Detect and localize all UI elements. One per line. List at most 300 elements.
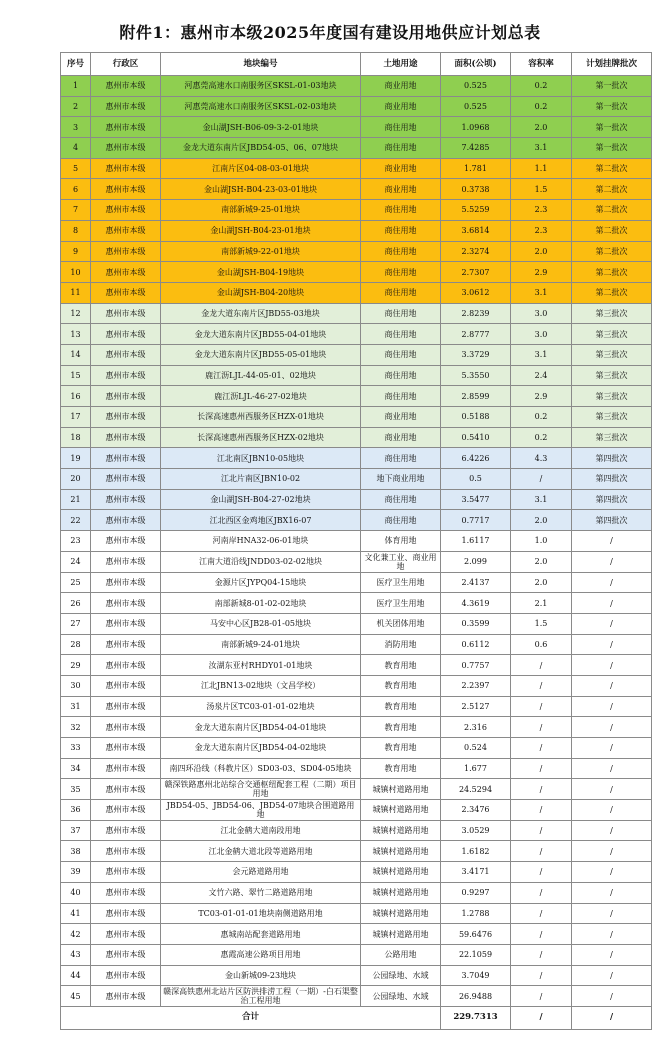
cell-district: 惠州市本级 [91,820,161,841]
cell-area: 22.1059 [441,944,511,965]
table-row [61,779,652,800]
cell-batch: 第二批次 [572,282,652,303]
cell-parcel: 赣深高铁惠州北站片区防洪排涝工程（一期）-白石渠整治工程用地 [161,986,361,1007]
cell-far: / [511,779,572,800]
cell-district: 惠州市本级 [91,220,161,241]
table-row [61,303,652,324]
cell-no: 28 [61,634,91,655]
table-row [61,427,652,448]
cell-district: 惠州市本级 [91,841,161,862]
cell-area: 0.3599 [441,613,511,634]
cell-no: 26 [61,593,91,614]
cell-district: 惠州市本级 [91,138,161,159]
table-row [61,986,652,1007]
cell-use: 商住用地 [361,220,441,241]
cell-no: 4 [61,138,91,159]
cell-batch: 第二批次 [572,220,652,241]
cell-parcel: 汤泉片区TC03-01-01-02地块 [161,696,361,717]
table-row [61,551,652,572]
cell-far: / [511,820,572,841]
cell-district: 惠州市本级 [91,800,161,821]
cell-far: 3.0 [511,303,572,324]
cell-district: 惠州市本级 [91,882,161,903]
cell-parcel: 金龙大道东南片区JBD54-04-01地块 [161,717,361,738]
cell-parcel: 金山湖JSH-B06-09-3-2-01地块 [161,117,361,138]
cell-no: 30 [61,675,91,696]
total-row [61,1006,652,1029]
table-row [61,531,652,552]
cell-area: 5.5259 [441,200,511,221]
cell-use: 商住用地 [361,200,441,221]
cell-district: 惠州市本级 [91,924,161,945]
cell-use: 文化兼工业、商业用地 [361,551,441,572]
cell-parcel: 江北南区JBN10-05地块 [161,448,361,469]
cell-use: 商住用地 [361,448,441,469]
cell-far: / [511,696,572,717]
cell-no: 22 [61,510,91,531]
table-row [61,158,652,179]
cell-no: 12 [61,303,91,324]
cell-parcel: 金龙大道东南片区JBD54-04-02地块 [161,738,361,759]
cell-no: 8 [61,220,91,241]
cell-far: / [511,862,572,883]
cell-use: 商住用地 [361,138,441,159]
table-row [61,117,652,138]
cell-area: 1.6117 [441,531,511,552]
cell-no: 1 [61,76,91,97]
table-row [61,613,652,634]
cell-far: / [511,800,572,821]
cell-far: 3.1 [511,489,572,510]
cell-far: 2.1 [511,593,572,614]
cell-batch: 第二批次 [572,241,652,262]
cell-parcel: 长深高速惠州西服务区HZX-01地块 [161,407,361,428]
header-use: 土地用途 [361,53,441,76]
cell-use: 地下商业用地 [361,469,441,490]
cell-district: 惠州市本级 [91,324,161,345]
cell-far: 2.3 [511,220,572,241]
cell-no: 17 [61,407,91,428]
cell-area: 0.5 [441,469,511,490]
cell-parcel: 会元路道路用地 [161,862,361,883]
cell-area: 0.9297 [441,882,511,903]
table-row [61,365,652,386]
cell-far: / [511,675,572,696]
cell-use: 商业用地 [361,76,441,97]
table-row [61,675,652,696]
cell-use: 商业用地 [361,96,441,117]
cell-no: 9 [61,241,91,262]
cell-area: 2.5127 [441,696,511,717]
cell-area: 4.3619 [441,593,511,614]
cell-area: 0.524 [441,738,511,759]
table-row [61,800,652,821]
cell-batch: / [572,738,652,759]
cell-batch: / [572,779,652,800]
cell-parcel: 河惠莞高速水口南服务区SKSL-01-03地块 [161,76,361,97]
cell-district: 惠州市本级 [91,303,161,324]
cell-district: 惠州市本级 [91,365,161,386]
cell-area: 1.0968 [441,117,511,138]
header-row [61,53,652,76]
cell-parcel: 南部新城9-24-01地块 [161,634,361,655]
cell-batch: 第四批次 [572,510,652,531]
cell-parcel: 河惠莞高速水口南服务区SKSL-02-03地块 [161,96,361,117]
cell-no: 32 [61,717,91,738]
cell-no: 3 [61,117,91,138]
cell-parcel: 金龙大道东南片区JBD55-04-01地块 [161,324,361,345]
cell-no: 36 [61,800,91,821]
cell-parcel: 马安中心区JB28-01-05地块 [161,613,361,634]
cell-district: 惠州市本级 [91,344,161,365]
cell-parcel: 金山湖JSH-B04-23-03-01地块 [161,179,361,200]
cell-area: 0.525 [441,76,511,97]
cell-batch: 第四批次 [572,448,652,469]
cell-use: 商业用地 [361,427,441,448]
cell-area: 2.3476 [441,800,511,821]
table-row [61,634,652,655]
cell-far: / [511,903,572,924]
cell-batch: / [572,572,652,593]
cell-far: / [511,758,572,779]
cell-batch: / [572,531,652,552]
table-row [61,696,652,717]
cell-use: 教育用地 [361,696,441,717]
cell-batch: / [572,841,652,862]
cell-use: 商住用地 [361,324,441,345]
cell-district: 惠州市本级 [91,779,161,800]
cell-district: 惠州市本级 [91,613,161,634]
cell-area: 2.099 [441,551,511,572]
cell-no: 41 [61,903,91,924]
cell-use: 公园绿地、水域 [361,965,441,986]
cell-district: 惠州市本级 [91,282,161,303]
cell-far: / [511,882,572,903]
cell-far: / [511,717,572,738]
cell-use: 教育用地 [361,675,441,696]
cell-far: 4.3 [511,448,572,469]
cell-batch: 第三批次 [572,386,652,407]
cell-parcel: 惠城南站配套道路用地 [161,924,361,945]
cell-district: 惠州市本级 [91,758,161,779]
cell-far: 3.1 [511,138,572,159]
total-batch: / [572,1006,652,1029]
cell-batch: / [572,675,652,696]
table-row [61,220,652,241]
cell-district: 惠州市本级 [91,117,161,138]
cell-far: / [511,965,572,986]
cell-parcel: 长深高速惠州西服务区HZX-02地块 [161,427,361,448]
cell-no: 11 [61,282,91,303]
cell-parcel: 江北JBN13-02地块（文昌学校） [161,675,361,696]
cell-far: 2.3 [511,200,572,221]
cell-batch: / [572,758,652,779]
header-district: 行政区 [91,53,161,76]
cell-parcel: 金龙大道东南片区JBD55-03地块 [161,303,361,324]
table-row [61,717,652,738]
cell-area: 59.6476 [441,924,511,945]
cell-parcel: 江南片区04-08-03-01地块 [161,158,361,179]
cell-area: 2.3274 [441,241,511,262]
cell-far: 3.1 [511,344,572,365]
cell-far: 0.2 [511,76,572,97]
cell-use: 教育用地 [361,655,441,676]
cell-use: 商住用地 [361,262,441,283]
table-row [61,489,652,510]
cell-parcel: 南四环沿线（科教片区）SD03-03、SD04-05地块 [161,758,361,779]
cell-area: 0.6112 [441,634,511,655]
cell-no: 2 [61,96,91,117]
cell-no: 21 [61,489,91,510]
cell-area: 1.6182 [441,841,511,862]
cell-no: 34 [61,758,91,779]
cell-batch: 第二批次 [572,200,652,221]
cell-batch: / [572,944,652,965]
cell-parcel: 南部新城8-01-02-02地块 [161,593,361,614]
cell-no: 16 [61,386,91,407]
cell-far: 0.2 [511,427,572,448]
cell-area: 3.3729 [441,344,511,365]
cell-far: 1.1 [511,158,572,179]
cell-district: 惠州市本级 [91,531,161,552]
table-row [61,407,652,428]
cell-batch: / [572,655,652,676]
cell-use: 公园绿地、水域 [361,986,441,1007]
cell-use: 城镇村道路用地 [361,882,441,903]
cell-use: 城镇村道路用地 [361,862,441,883]
cell-district: 惠州市本级 [91,179,161,200]
table-body [61,76,652,1007]
header-area: 面积(公顷) [441,53,511,76]
cell-district: 惠州市本级 [91,96,161,117]
cell-no: 38 [61,841,91,862]
cell-batch: 第一批次 [572,96,652,117]
cell-use: 医疗卫生用地 [361,572,441,593]
cell-no: 39 [61,862,91,883]
cell-use: 体育用地 [361,531,441,552]
cell-district: 惠州市本级 [91,862,161,883]
cell-no: 23 [61,531,91,552]
cell-parcel: 金源片区JYPQ04-15地块 [161,572,361,593]
cell-area: 3.7049 [441,965,511,986]
cell-district: 惠州市本级 [91,200,161,221]
cell-area: 2.316 [441,717,511,738]
cell-parcel: 鹿江沥LJL-46-27-02地块 [161,386,361,407]
cell-area: 3.0612 [441,282,511,303]
cell-no: 6 [61,179,91,200]
cell-parcel: 金龙大道东南片区JBD54-05、06、07地块 [161,138,361,159]
cell-area: 0.7717 [441,510,511,531]
cell-batch: 第三批次 [572,303,652,324]
cell-no: 31 [61,696,91,717]
cell-batch: 第二批次 [572,158,652,179]
cell-parcel: 南部新城9-22-01地块 [161,241,361,262]
cell-no: 33 [61,738,91,759]
cell-district: 惠州市本级 [91,427,161,448]
cell-far: 0.6 [511,634,572,655]
cell-far: 2.4 [511,365,572,386]
cell-no: 5 [61,158,91,179]
cell-parcel: 金山湖JSH-B04-23-01地块 [161,220,361,241]
cell-far: / [511,924,572,945]
cell-area: 5.3550 [441,365,511,386]
cell-far: 1.0 [511,531,572,552]
cell-area: 0.5410 [441,427,511,448]
cell-area: 1.781 [441,158,511,179]
header-far: 容积率 [511,53,572,76]
cell-parcel: 金山湖JSH-B04-27-02地块 [161,489,361,510]
cell-parcel: 江北片南区JBN10-02 [161,469,361,490]
cell-parcel: 金龙大道东南片区JBD55-05-01地块 [161,344,361,365]
cell-area: 6.4226 [441,448,511,469]
cell-use: 教育用地 [361,738,441,759]
cell-batch: 第三批次 [572,324,652,345]
cell-no: 29 [61,655,91,676]
cell-far: 2.9 [511,262,572,283]
cell-far: 2.9 [511,386,572,407]
cell-far: / [511,841,572,862]
header-parcel: 地块编号 [161,53,361,76]
cell-no: 7 [61,200,91,221]
table-row [61,282,652,303]
cell-far: 1.5 [511,179,572,200]
cell-use: 教育用地 [361,758,441,779]
cell-batch: / [572,862,652,883]
cell-batch: 第一批次 [572,138,652,159]
cell-batch: / [572,551,652,572]
page-title: 附件1：惠州市本级2025年度国有建设用地供应计划总表 [119,23,541,42]
table-row [61,738,652,759]
table-row [61,448,652,469]
cell-far: 2.0 [511,551,572,572]
cell-no: 44 [61,965,91,986]
cell-no: 19 [61,448,91,469]
cell-parcel: 金山新城09-23地块 [161,965,361,986]
cell-district: 惠州市本级 [91,551,161,572]
cell-use: 商住用地 [361,510,441,531]
cell-no: 13 [61,324,91,345]
cell-area: 0.7757 [441,655,511,676]
table-row [61,862,652,883]
cell-far: / [511,655,572,676]
cell-use: 商业用地 [361,179,441,200]
cell-far: 2.0 [511,510,572,531]
cell-batch: / [572,903,652,924]
cell-use: 城镇村道路用地 [361,779,441,800]
cell-batch: / [572,717,652,738]
cell-parcel: 赣深铁路惠州北站综合交通枢纽配套工程（二期）项目用地 [161,779,361,800]
table-row [61,924,652,945]
cell-batch: 第三批次 [572,407,652,428]
cell-use: 商住用地 [361,489,441,510]
cell-parcel: TC03-01-01-01地块南侧道路用地 [161,903,361,924]
cell-district: 惠州市本级 [91,241,161,262]
cell-no: 45 [61,986,91,1007]
cell-parcel: 金山湖JSH-B04-20地块 [161,282,361,303]
cell-use: 城镇村道路用地 [361,820,441,841]
cell-far: 2.0 [511,241,572,262]
cell-area: 2.2397 [441,675,511,696]
cell-no: 14 [61,344,91,365]
cell-area: 1.677 [441,758,511,779]
cell-parcel: 惠霞高速公路项目用地 [161,944,361,965]
table-row [61,324,652,345]
cell-district: 惠州市本级 [91,76,161,97]
cell-batch: / [572,965,652,986]
cell-area: 2.7307 [441,262,511,283]
cell-batch: 第四批次 [572,469,652,490]
header-no: 序号 [61,53,91,76]
cell-far: 2.0 [511,117,572,138]
cell-district: 惠州市本级 [91,489,161,510]
cell-far: / [511,986,572,1007]
total-area: 229.7313 [441,1006,511,1029]
cell-batch: / [572,696,652,717]
table-row [61,262,652,283]
cell-area: 2.8599 [441,386,511,407]
cell-district: 惠州市本级 [91,572,161,593]
cell-use: 商住用地 [361,386,441,407]
table-row [61,572,652,593]
table-row [61,344,652,365]
cell-area: 2.4137 [441,572,511,593]
cell-parcel: 江北金鹤大道北段等道路用地 [161,841,361,862]
cell-district: 惠州市本级 [91,510,161,531]
land-supply-table [60,52,652,1030]
cell-district: 惠州市本级 [91,469,161,490]
table-row [61,903,652,924]
cell-district: 惠州市本级 [91,903,161,924]
cell-batch: 第四批次 [572,489,652,510]
cell-no: 35 [61,779,91,800]
cell-far: 3.1 [511,282,572,303]
table-row [61,76,652,97]
cell-parcel: 江北西区金鸡地区JBX16-07 [161,510,361,531]
cell-far: 3.0 [511,324,572,345]
cell-far: / [511,944,572,965]
table-row [61,965,652,986]
cell-area: 0.525 [441,96,511,117]
cell-district: 惠州市本级 [91,158,161,179]
cell-batch: 第三批次 [572,365,652,386]
cell-parcel: 江南大道沿线JNDD03-02-02地块 [161,551,361,572]
cell-use: 商业用地 [361,407,441,428]
table-row [61,469,652,490]
cell-district: 惠州市本级 [91,965,161,986]
cell-no: 42 [61,924,91,945]
cell-use: 城镇村道路用地 [361,841,441,862]
cell-parcel: 汝湖东亚村RHDY01-01地块 [161,655,361,676]
cell-no: 27 [61,613,91,634]
cell-use: 商业用地 [361,158,441,179]
cell-batch: / [572,634,652,655]
cell-batch: 第二批次 [572,179,652,200]
total-far: / [511,1006,572,1029]
cell-use: 公路用地 [361,944,441,965]
cell-far: 1.5 [511,613,572,634]
cell-use: 消防用地 [361,634,441,655]
cell-parcel: 南部新城9-25-01地块 [161,200,361,221]
cell-batch: / [572,593,652,614]
cell-use: 教育用地 [361,717,441,738]
cell-no: 40 [61,882,91,903]
cell-no: 10 [61,262,91,283]
cell-area: 3.6814 [441,220,511,241]
cell-use: 医疗卫生用地 [361,593,441,614]
cell-area: 7.4285 [441,138,511,159]
cell-area: 3.5477 [441,489,511,510]
cell-batch: 第一批次 [572,117,652,138]
